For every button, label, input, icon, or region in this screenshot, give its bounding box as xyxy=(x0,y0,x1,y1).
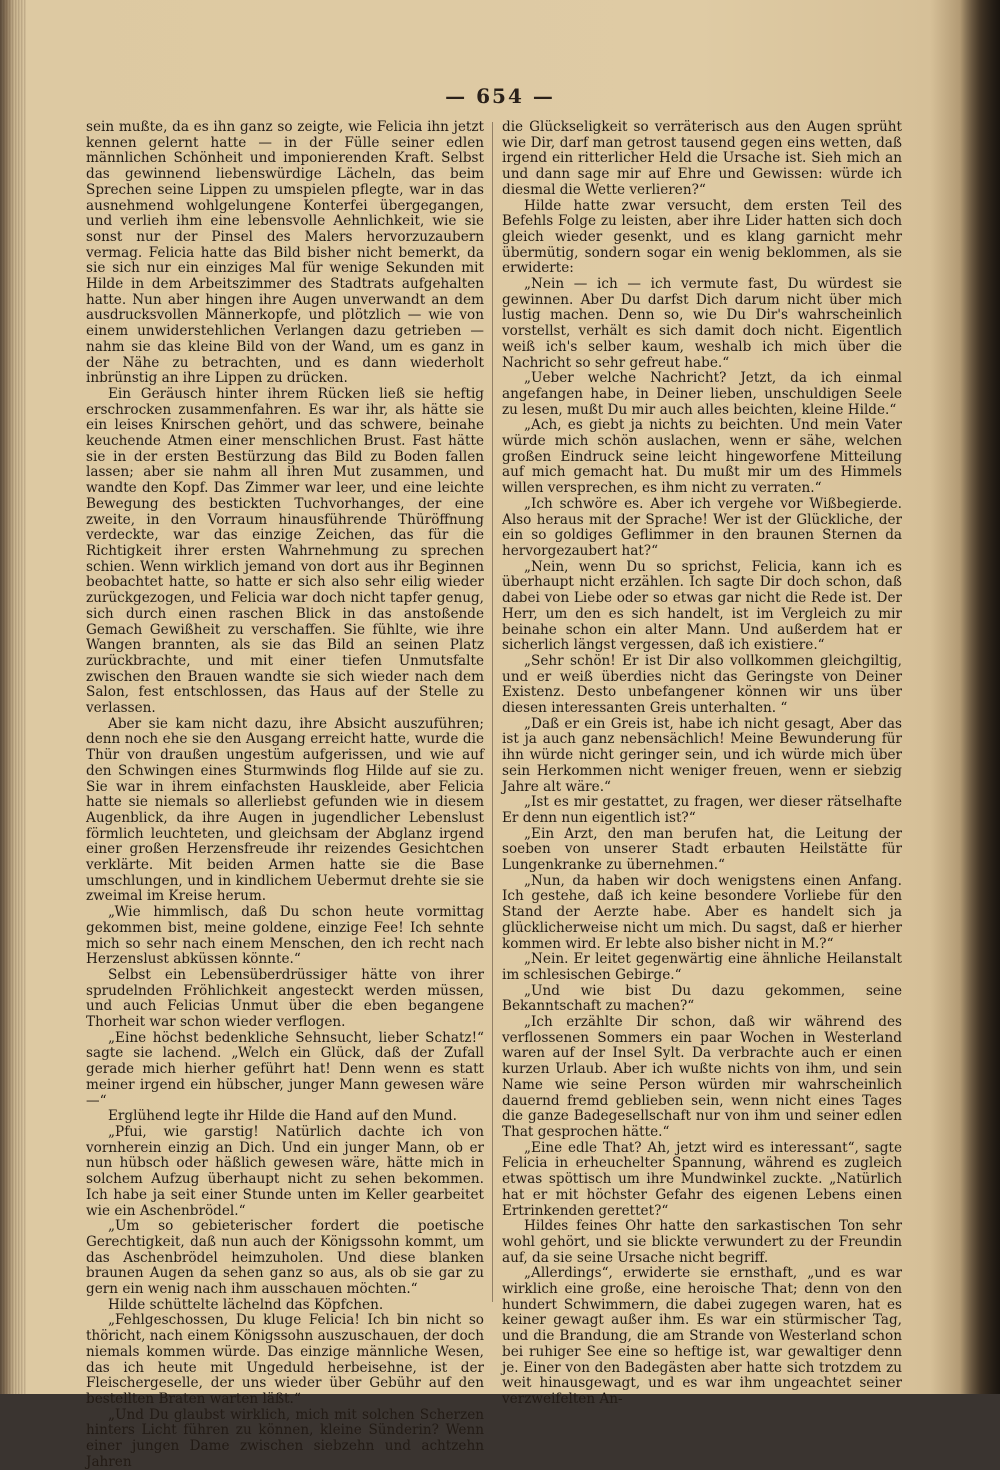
left-paragraph-3: Aber sie kam nicht dazu, ihre Absicht auszuführen; denn noch ehe sie den Ausgang erreicht hatte, wurde die Thür von draußen ungestüm aufgerissen, und wie auf den Schwingen eines Sturmwinds flog Hilde auf sie zu. Sie war in ihrem einfachsten Hauskleide, aber Felicia hatte sie niemals so allerliebst gefunden wie in diesem Augenblick, da ihre Augen in jugendlicher Lebenslust förmlich leuchteten, und gleichsam der Abglanz irgend einer großen Herzensfreude ihr reizendes Gesichtchen verklärte. Mit beiden Armen hatte sie die Base umschlungen, und in kindlichem Uebermut drehte sie sie zweimal im Kreise herum. xyxy=(86,715,484,905)
right-paragraph-15: „Ich erzählte Dir schon, daß wir während des verflossenen Sommers ein paar Wochen in Westerland waren auf der Insel Sylt. Da verbrachte auch er einen kurzen Urlaub. Aber ich wußte nichts von ihm, und sein Name wie seine Person würden mir wahrscheinlich dauernd fremd geblieben sein, wenn nicht eines Tages die ganze Badegesellschaft nur von ihm und seiner edlen That gesprochen hätte.“ xyxy=(502,1014,902,1140)
left-paragraph-8: „Pfui, wie garstig! Natürlich dachte ich von vornherein einzig an Dich. Und ein junger Mann, ob er nun hübsch oder häßlich gewesen wäre, hätte mich in solchem Aufzug überhaupt nicht zu sehen bekommen. Ich habe ja seit einer Stunde unten im Keller gearbeitet wie ein Aschenbrödel.“ xyxy=(86,1124,484,1219)
right-paragraph-3: „Nein — ich — ich vermute fast, Du würdest sie gewinnen. Aber Du darfst Dich darum nicht über mich lustig machen. Denn so, wie Du Dir's wahrscheinlich vorstellst, verhält es sich damit doch nicht. Eigentlich weiß ich's selber kaum, weshalb ich mich über die Nachricht so sehr gefreut habe.“ xyxy=(502,276,902,371)
right-paragraph-4: „Ueber welche Nachricht? Jetzt, da ich einmal angefangen habe, in Deiner lieben, unschuldigen Seele zu lesen, mußt Du mir auch alles beichten, kleine Hilde.“ xyxy=(502,370,902,418)
right-paragraph-18: „Allerdings“, erwiderte sie ernsthaft, „und es war wirklich eine große, eine heroische That; denn von den hundert Schwimmern, die dabei zugegen waren, hat es keiner gewagt außer ihm. Es war ein stürmischer Tag, und die Brandung, die am Strande von Westerland schon bei ruhiger See eine so heftige ist, war gewaltiger denn je. Einer von den Badegästen aber hatte sich trotzdem zu weit hinausgewagt, und es war ihm ungeachtet seiner verzweifelten An- xyxy=(502,1265,902,1407)
right-paragraph-16: „Eine edle That? Ah, jetzt wird es interessant“, sagte Felicia in erheuchelter Spannung, während es zugleich etwas spöttisch um ihre Mundwinkel zuckte. „Natürlich hat er mit höchster Gefahr des eigenen Lebens einen Ertrinkenden gerettet?“ xyxy=(502,1139,902,1219)
page-number: — 654 — xyxy=(445,84,555,108)
page-edge-left xyxy=(0,0,26,1394)
left-paragraph-10: Hilde schüttelte lächelnd das Köpfchen. xyxy=(108,1296,384,1313)
left-paragraph-11: „Fehlgeschossen, Du kluge Felicia! Ich bin nicht so thöricht, nach einem Königssohn auszuschauen, der doch niemals kommen würde. Das einzige männliche Wesen, das ich heute mit Ungeduld herbeisehne, ist der Fleischergeselle, der uns wieder über Gebühr auf den bestellten Braten warten läßt.“ xyxy=(86,1312,484,1407)
left-paragraph-7: Erglühend legte ihr Hilde die Hand auf den Mund. xyxy=(108,1108,457,1125)
right-paragraph-9: „Daß er ein Greis ist, habe ich nicht gesagt, Aber das ist ja auch ganz nebensächlich! Meine Bewunderung für ihn würde nicht geringer sein, und ich würde mich über sein Herkommen nicht weniger freuen, wenn er siebzig Jahre alt wäre.“ xyxy=(502,715,902,795)
right-paragraph-11: „Ein Arzt, den man berufen hat, die Leitung der soeben von unserer Stadt erbauten Heilstätte für Lungenkranke zu übernehmen.“ xyxy=(502,825,902,874)
left-paragraph-12: „Und Du glaubst wirklich, mich mit solchen Scherzen hinters Licht führen zu können, kleine Sünderin? Wenn einer jungen Dame zwischen siebzehn und achtzehn Jahren xyxy=(86,1406,484,1470)
left-paragraph-5: Selbst ein Lebensüberdrüssiger hätte von ihrer sprudelnden Fröhlichkeit angesteckt werden müssen, und auch Felicias Unmut über die eben begangene Thorheit war schon wieder verflogen. xyxy=(86,966,484,1031)
right-paragraph-10: „Ist es mir gestattet, zu fragen, wer dieser rätselhafte Er denn nun eigentlich ist?“ xyxy=(502,794,902,826)
left-paragraph-6: „Eine höchst bedenkliche Sehnsucht, lieber Schatz!“ sagte sie lachend. „Welch ein Glück, daß der Zufall gerade mich hierher geführt hat! Denn wenn es statt meiner irgend ein hübscher, junger Mann gewesen wäre —“ xyxy=(86,1029,484,1109)
right-paragraph-14: „Und wie bist Du dazu gekommen, seine Bekanntschaft zu machen?“ xyxy=(502,982,902,1015)
right-paragraph-2: Hilde hatte zwar versucht, dem ersten Teil des Befehls Folge zu leisten, aber ihre Lider hatten sich doch gleich wieder gesenkt, und es klang garnicht mehr übermütig, sondern sogar ein wenig beklommen, als sie erwiderte: xyxy=(502,197,902,277)
page-edge-right xyxy=(960,0,1000,1394)
right-paragraph-13: „Nein. Er leitet gegenwärtig eine ähnliche Heilanstalt im schlesischen Gebirge.“ xyxy=(502,951,902,983)
right-paragraph-7: „Nein, wenn Du so sprichst, Felicia, kann ich es überhaupt nicht erzählen. Ich sagte Dir doch schon, daß dabei von Liebe oder so etwas gar nicht die Rede ist. Der Herr, um den es sich handelt, ist im Vergleich zu mir beinahe schon ein alter Mann. Und außerdem hat er sicherlich längst vergessen, daß ich existiere.“ xyxy=(502,558,902,654)
left-paragraph-9: „Um so gebieterischer fordert die poetische Gerechtigkeit, daß nun auch der Königssohn kommt, um das Aschenbrödel heimzuholen. Und diese blanken braunen Augen da sehen ganz so aus, als ob sie gar zu gern ein wenig nach ihm ausschauen möchten.“ xyxy=(86,1218,484,1298)
right-column xyxy=(502,120,902,1408)
right-paragraph-1: die Glückseligkeit so verräterisch aus den Augen sprüht wie Dir, darf man getrost tausend gegen eins wetten, daß irgend ein ritterlicher Held die Ursache ist. Sieh mich an und dann sage mir auf Ehre und Gewissen: würde ich diesmal die Wette verlieren?“ xyxy=(502,119,902,198)
left-paragraph-4: „Wie himmlisch, daß Du schon heute vormittag gekommen bist, meine goldene, einzige Fee! Ich sehnte mich so sehr nach einem Menschen, den ich recht nach Herzenslust abküssen könnte.“ xyxy=(86,904,484,968)
right-paragraph-6: „Ich schwöre es. Aber ich vergehe vor Wißbegierde. Also heraus mit der Sprache! Wer ist der Glückliche, der ein so goldiges Geflimmer in den braunen Sternen da hervorgezaubert hat?“ xyxy=(502,495,902,559)
right-paragraph-5: „Ach, es giebt ja nichts zu beichten. Und mein Vater würde mich schön auslachen, wenn er sähe, welchen großen Eindruck seine leicht hingeworfene Mitteilung auf mich gemacht hat. Du mußt mir um des Himmels willen versprechen, es ihm nicht zu verraten.“ xyxy=(502,417,902,497)
left-column xyxy=(86,120,484,1470)
left-paragraph-1: sein mußte, da es ihn ganz so zeigte, wie Felicia ihn jetzt kennen gelernt hatte — in der Fülle seiner edlen männlichen Schönheit und imponierenden Kraft. Selbst das gewinnend liebenswürdige Lächeln, das beim Sprechen seine Lippen zu umspielen pflegte, war in das ausnehmend wohlgelungene Konterfei übergegangen, und verlieh ihm eine lebensvolle Aehnlichkeit, wie sie sonst nur der Pinsel des Malers hervorzuzaubern vermag. Felicia hatte das Bild bisher nicht bemerkt, da sie sich nur ein einziges Mal für wenige Sekunden mit Hilde in dem Arbeitszimmer des Stadtrats aufgehalten hatte. Nun aber hingen ihre Augen unverwandt an dem ausdrucksvollen Männerkopfe, und plötzlich — wie von einem unwiderstehlichen Verlangen dazu getrieben — nahm sie das kleine Bild von der Wand, um es ganz in der Nähe zu betrachten, und es dann wiederholt inbrünstig an ihre Lippen zu drücken. xyxy=(86,119,484,387)
right-paragraph-12: „Nun, da haben wir doch wenigstens einen Anfang. Ich gestehe, daß ich keine besondere Vorliebe für den Stand der Aerzte habe. Aber es handelt sich ja glücklicherweise nicht um mich. Du sagst, daß er hierher kommen wird. Er lebte also bisher nicht in M.?“ xyxy=(502,872,902,952)
right-paragraph-17: Hildes feines Ohr hatte den sarkastischen Ton sehr wohl gehört, und sie blickte verwundert zu der Freundin auf, da sie seine Ursache nicht begriff. xyxy=(502,1218,902,1266)
left-paragraph-2: Ein Geräusch hinter ihrem Rücken ließ sie heftig erschrocken zusammenfahren. Es war ihr, als hätte sie ein leises Knirschen gehört, und das schwere, beinahe keuchende Atmen einer menschlichen Brust. Fast hätte sie in der ersten Bestürzung das Bild zu Boden fallen lassen; aber sie nahm all ihren Mut zusammen, und wandte den Kopf. Das Zimmer war leer, und eine leichte Bewegung des bestickten Tuchvorhanges, der eine zweite, in den Vorraum hinausführende Thüröffnung verdeckte, war das einzige Zeichen, das für die Richtigkeit ihrer ersten Wahrnehmung zu sprechen schien. Wenn wirklich jemand von dort aus ihr Beginnen beobachtet hatte, so hatte er sich also sehr eilig wieder zurückgezogen, und Felicia war doch nicht tapfer genug, sich durch einen raschen Blick in das anstoßende Gemach Gewißheit zu verschaffen. Sie fühlte, wie ihre Wangen brannten, als sie das Bild an seinen Platz zurückbrachte, und mit einer tiefen Unmutsfalte zwischen den Brauen wandte sie sich wieder nach dem Salon, fest entschlossen, das Haus auf der Stelle zu verlassen. xyxy=(86,385,484,717)
column-divider xyxy=(492,122,493,1302)
right-paragraph-8: „Sehr schön! Er ist Dir also vollkommen gleichgiltig, und er weiß überdies nicht das Geringste von Deiner Existenz. Desto unbefangener können wir uns über diesen interessanten Greis unterhalten. “ xyxy=(502,652,902,717)
